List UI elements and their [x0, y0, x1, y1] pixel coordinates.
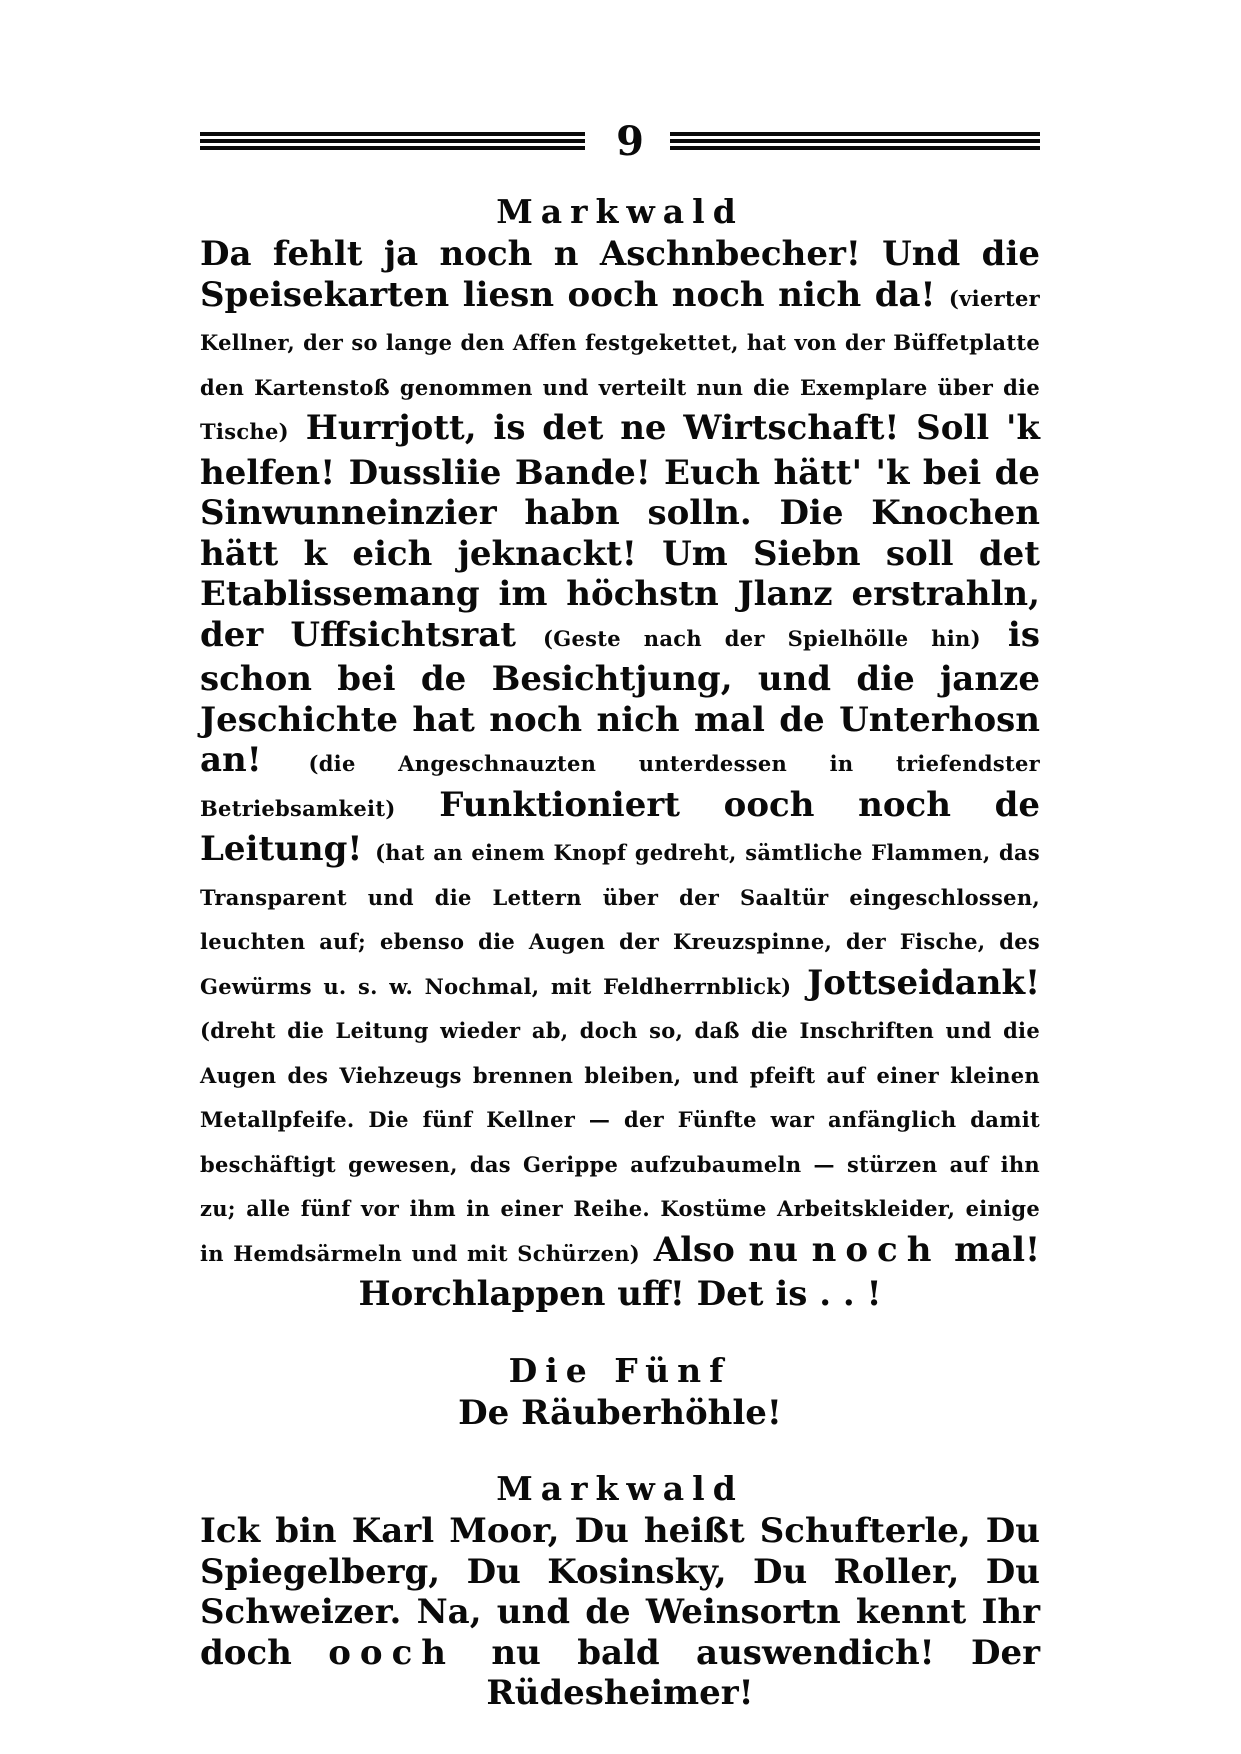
stage-direction: (Geste nach der Spielhölle hin) — [543, 625, 981, 651]
page-header — [200, 118, 1040, 174]
dialogue-emphasis: noch — [811, 1229, 941, 1270]
dialogue-text: Jottseidank! — [791, 962, 1040, 1003]
stage-direction: (die Angeschnauzten unterdessen in triefendster Betriebsamkeit) — [200, 751, 1040, 821]
play-text — [200, 190, 1040, 1714]
stage-direction: (dreht die Leitung wieder ab, doch so, daß die Inschriften und die Augen des Viehzeugs brennen bleiben, und pfeift auf einer kleinen Metallpfeife. Die fünf Kellner — der Fünfte war anfänglich damit beschäftigt gewesen, das Gerippe aufzubaumeln — stürzen auf ihn zu; alle fünf vor ihm in einer Reihe. Kostüme Arbeitskleider, einige in Hemdsärmeln und mit Schürzen) — [200, 1018, 1040, 1266]
dialogue-paragraph — [200, 234, 1040, 1315]
dialogue-paragraph — [200, 1511, 1040, 1714]
dialogue-line: De Räuberhöhle! — [458, 1392, 782, 1433]
dialogue-text: is schon bei de Besichtjung, und die janze Jeschichte hat noch nich mal de Unterhosn an! — [200, 614, 1040, 780]
dialogue-text: Da fehlt ja noch n Aschnbecher! Und die Speisekarten liesn ooch noch nich da! — [200, 234, 1040, 315]
dialogue-text: Hurrjott, is det ne Wirtschaft! Soll 'k helfen! Dussliie Bande! Euch hätt' 'k bei de Sinwunneinzier habn solln. Die Knochen hätt k eich jeknackt! Um Siebn soll det Etablissemang im höchstn Jlanz erstrahln, der Uffsichtsrat — [200, 408, 1040, 655]
dialogue-text: Also nu — [640, 1229, 812, 1270]
page-number: 9 — [616, 118, 644, 165]
speaker-name: Markwald — [496, 192, 744, 231]
dialogue-text: Funktioniert ooch noch de Leitung! — [200, 784, 1040, 869]
stage-direction: (vierter Kellner, der so lange den Affen festgekettet, hat von der Büffetplatte den Kartenstoß genommen und verteilt nun die Exemplare über die Tische) — [200, 285, 1040, 444]
header-rule-right — [670, 132, 1040, 150]
dialogue-emphasis: ooch — [328, 1632, 456, 1673]
dialogue-text: nu bald auswendich! Der Rüdesheimer! — [455, 1632, 1041, 1713]
speaker-name: Markwald — [496, 1469, 744, 1508]
speaker-name: Die Fünf — [508, 1350, 732, 1390]
stage-direction: (hat an einem Knopf gedreht, sämtliche Flammen, das Transparent und die Lettern über der Saaltür eingeschlossen, leuchten auf; ebenso die Augen der Kreuzspinne, der Fische, des Gewürms u. s. w. Nochmal, mit Feldherrnblick) — [200, 840, 1040, 999]
dialogue-text: Ick bin Karl Moor, Du heißt Schufterle, Du Spiegelberg, Du Kosinsky, Du Roller, Du Schweizer. Na, und de Weinsortn kennt Ihr doch — [200, 1511, 1040, 1673]
header-rule-left — [200, 132, 585, 150]
dialogue-text: mal! Horchlappen uff! Det is . . ! — [358, 1229, 1040, 1314]
